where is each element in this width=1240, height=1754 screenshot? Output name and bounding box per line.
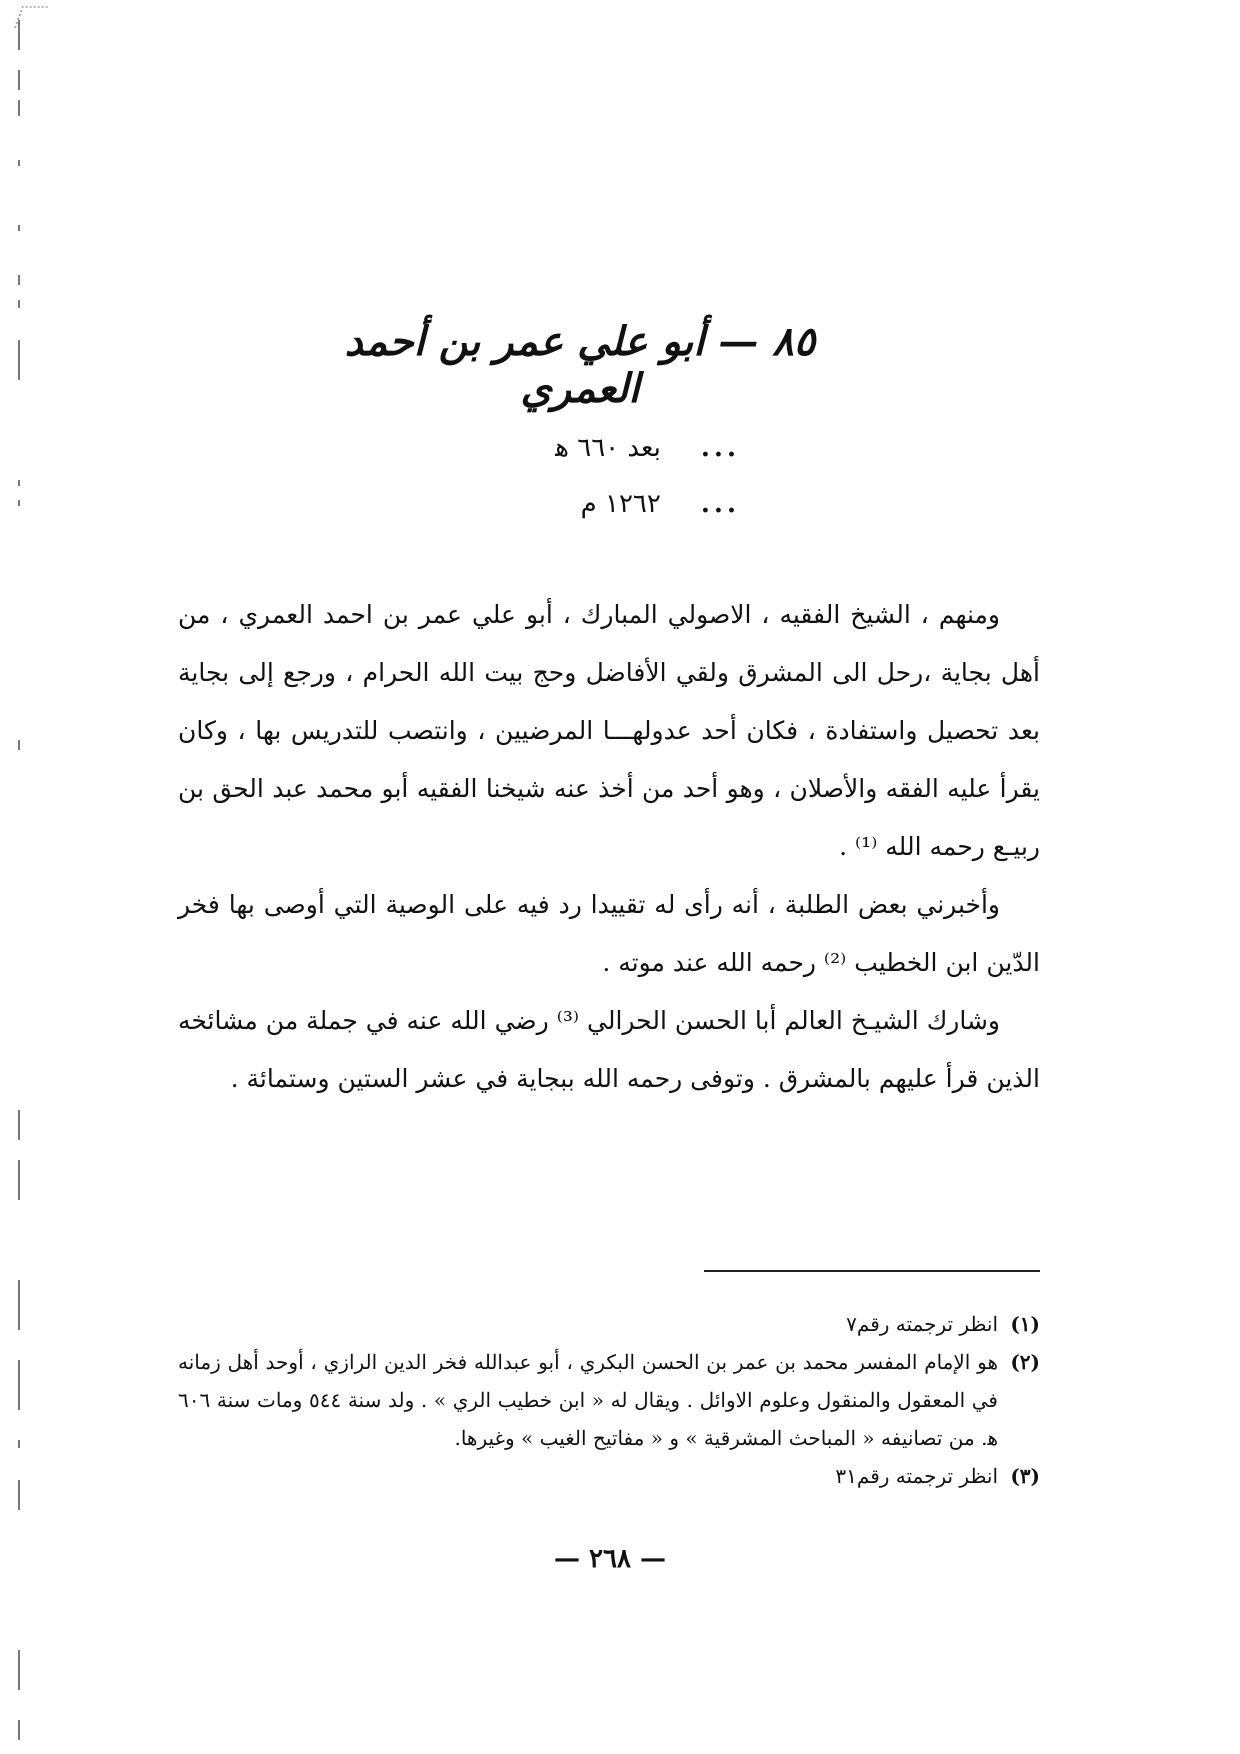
- entry-title: ٨٥ — أبو علي عمر بن أحمد العمري: [344, 318, 816, 412]
- hijri-date-line: [440, 420, 740, 476]
- body-paragraph: وأخبرني بعض الطلبة ، أنه رأى له تقييدا رد فيه على الوصية التي أوصى بها فخر الدّين ابن الخطيب ⁽²⁾ رحمه الله عند موته .: [178, 890, 1040, 977]
- footnotes: [178, 1305, 1040, 1495]
- footnote-item: [178, 1305, 1040, 1343]
- gregorian-birth-unknown: ...: [700, 489, 740, 519]
- footnote-text: انظر ترجمته رقم٧: [846, 1312, 998, 1336]
- scan-edge-specks: [18, 0, 26, 1754]
- hijri-death-date: بعد ٦٦٠ ﻫ: [555, 433, 661, 463]
- footnote-text: انظر ترجمته رقم٣١: [835, 1464, 998, 1488]
- entry-dates: [440, 420, 740, 532]
- hijri-birth-unknown: ...: [700, 433, 740, 463]
- footnote-text: هو الإمام المفسر محمد بن عمر بن الحسن البكري ، أبو عبدالله فخر الدين الرازي ، أوحد أهل زمانه في المعقول والمنقول وعلوم الاوائل . ويقال له « ابن خطيب الري » . ولد سنة ٥٤٤ ومات سنة ٦٠٦ ﻫ. من تصانيفه « المباحث المشرقية » و « مفاتيح الغيب » وغيرها.: [178, 1350, 999, 1450]
- footnote-marker: (١): [1010, 1312, 1040, 1336]
- body-paragraph: وشارك الشيـخ العالم أبا الحسن الحرالي ⁽³⁾ رضي الله عنه في جملة من مشائخه الذين قرأ عليهم بالمشرق . وتوفى رحمه الله ببجاية في عشر الستين وستمائة .: [178, 1006, 1040, 1093]
- body-paragraph: ومنهم ، الشيخ الفقيه ، الاصولي المبارك ، أبو علي عمر بن احمد العمري ، من أهل بجاية ،رحل الى المشرق ولقي الأفاضل وحج بيت الله الحرام ، ورجع إلى بجاية بعد تحصيل واستفادة ، فكان أحد عدولهـــا المرضيين ، وانتصب للتدريس بها ، وكان يقرأ عليه الفقه والأصلان ، وهو أحد من أخذ عنه شيخنا الفقيه أبو محمد عبد الحق بن ربيـع رحمه الله ⁽¹⁾ .: [178, 600, 1040, 861]
- page-number: — ٢٦٨ —: [553, 1544, 667, 1574]
- footnote-item: [178, 1343, 1040, 1457]
- footnote-separator: [704, 1270, 1040, 1272]
- footnote-marker: (٢): [1010, 1350, 1040, 1374]
- gregorian-death-date: ١٢٦٢ م: [580, 489, 661, 519]
- gregorian-date-line: [440, 476, 740, 532]
- footnote-item: [178, 1457, 1040, 1495]
- footnote-marker: (٣): [1010, 1464, 1040, 1488]
- biography-body: [178, 586, 1040, 1108]
